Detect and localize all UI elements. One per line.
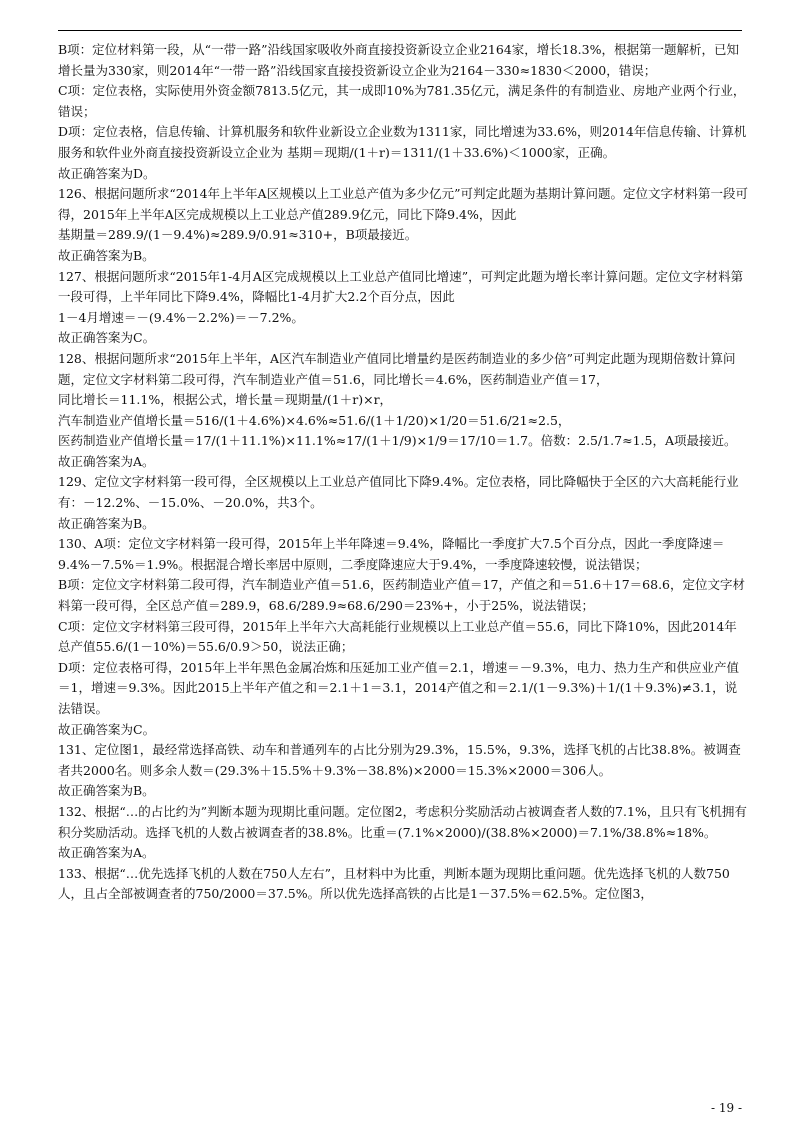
question-129: 129、定位文字材料第一段可得，全区规模以上工业总产值同比下降9.4%。定位表格，同比降幅快于全区的六大高耗能行业有：－12.2%、－15.0%、－20.0%，共3个。	[58, 474, 739, 511]
document-body	[58, 40, 748, 905]
formula-126: 基期量＝289.9/(1－9.4%)≈289.9/0.91≈310+，B项最接近。	[58, 227, 418, 243]
formula-127: 1－4月增速＝－(9.4%－2.2%)＝－7.2%。	[58, 309, 304, 325]
formula-128-a: 同比增长＝11.1%，根据公式，增长量＝现期量/(1＋r)×r，	[58, 392, 393, 408]
question-130-c: C项：定位文字材料第三段可得，2015年上半年六大高耗能行业规模以上工业总产值＝55.6，同比下降10%，因此2014年总产值55.6/(1－10%)＝55.6/0.9＞50，说法正确；	[58, 618, 737, 655]
question-131: 131、定位图1，最经常选择高铁、动车和普通列车的占比分别为29.3%，15.5%，9.3%，选择飞机的占比38.8%。被调查者共2000名。则多余人数＝(29.3%＋15.5%＋9.3%－38.8%)×2000＝15.3%×2000＝306人。	[58, 742, 741, 778]
answer-line: 故正确答案为A。	[58, 453, 155, 469]
question-130-d: D项：定位表格可得，2015年上半年黑色金属冶炼和压延加工业产值＝2.1，增速＝－9.3%，电力、热力生产和供应业产值＝1，增速＝9.3%。因此2015上半年产值之和＝2.1＋1＝3.1，2014产值之和＝2.1/(1－9.3%)＋1/(1＋9.3%)≠3.1，说法错误。	[58, 659, 739, 716]
header-rule	[58, 30, 742, 31]
answer-line: 故正确答案为B。	[58, 515, 155, 531]
answer-line: 故正确答案为C。	[58, 330, 156, 346]
question-130-b: B项：定位文字材料第二段可得，汽车制造业产值＝51.6，医药制造业产值＝17，产值之和＝51.6＋17＝68.6，定位文字材料第一段可得，全区总产值＝289.9，68.6/289.9≈68.6/290＝23%+，小于25%，说法错误；	[58, 577, 745, 614]
answer-line: 故正确答案为B。	[58, 783, 155, 799]
question-133: 133、根据“…优先选择飞机的人数在750人左右”，且材料中为比重，判断本题为现期比重问题。优先选择飞机的人数750人，且占全部被调查者的750/2000＝37.5%。所以优先选择高铁的占比是1－37.5%＝62.5%。定位图3，	[58, 865, 730, 902]
page-number: - 19 -	[710, 1101, 742, 1115]
question-127: 127、根据问题所求“2015年1-4月A区完成规模以上工业总产值同比增速”，可判定此题为增长率计算问题。定位文字材料第一段可得，上半年同比下降9.4%，降幅比1-4月扩大2.2个百分点，因此	[58, 268, 744, 305]
answer-line: 故正确答案为B。	[58, 247, 155, 263]
paragraph-b-option: B项：定位材料第一段，从“一带一路”沿线国家吸收外商直接投资新设立企业2164家，增长18.3%，根据第一题解析，已知增长量为330家，则2014年“一带一路”沿线国家直接投资新设立企业为2164－330≈1830＜2000，错误；	[58, 42, 739, 78]
answer-line: 故正确答案为A。	[58, 845, 155, 861]
paragraph-d-option: D项：定位表格，信息传输、计算机服务和软件业新设立企业数为1311家，同比增速为33.6%，则2014年信息传输、计算机服务和软件业外商直接投资新设立企业为 基期＝现期/(1＋r)＝1311/(1＋33.6%)＜1000家，正确。	[58, 124, 747, 160]
question-126: 126、根据问题所求“2014年上半年A区规模以上工业总产值为多少亿元”可判定此题为基期计算问题。定位文字材料第一段可得，2015年上半年A区完成规模以上工业总产值289.9亿元，同比下降9.4%，因此	[58, 186, 748, 222]
question-132: 132、根据“…的占比约为”判断本题为现期比重问题。定位图2，考虑积分奖励活动占被调查者人数的7.1%，且只有飞机拥有积分奖励活动。选择飞机的人数占被调查者的38.8%。比重＝(7.1%×2000)/(38.8%×2000)＝7.1%/38.8%≈18%。	[58, 803, 747, 840]
paragraph-c-option: C项：定位表格，实际使用外资金额7813.5亿元，其一成即10%为781.35亿元，满足条件的有制造业、房地产业两个行业，错误；	[58, 83, 746, 119]
formula-128-c: 医药制造业产值增长量＝17/(1＋11.1%)×11.1%≈17/(1＋1/9)×1/9＝17/10＝1.7。倍数：2.5/1.7≈1.5，A项最接近。	[58, 433, 737, 449]
formula-128-b: 汽车制造业产值增长量＝516/(1＋4.6%)×4.6%≈51.6/(1＋1/20)×1/20＝51.6/21≈2.5，	[58, 412, 571, 428]
question-128: 128、根据问题所求“2015年上半年，A区汽车制造业产值同比增量约是医药制造业的多少倍”可判定此题为现期倍数计算问题，定位文字材料第二段可得，汽车制造业产值＝51.6，同比增长＝4.6%，医药制造业产值＝17，	[58, 350, 736, 387]
question-130-a: 130、A项：定位文字材料第一段可得，2015年上半年降速＝9.4%，降幅比一季度扩大7.5个百分点，因此一季度降速＝9.4%－7.5%＝1.9%。根据混合增长率居中原则，二季度降速应大于9.4%，一季度降速较慢，说法错误；	[58, 536, 725, 572]
answer-line: 故正确答案为C。	[58, 721, 156, 737]
answer-line: 故正确答案为D。	[58, 165, 156, 181]
